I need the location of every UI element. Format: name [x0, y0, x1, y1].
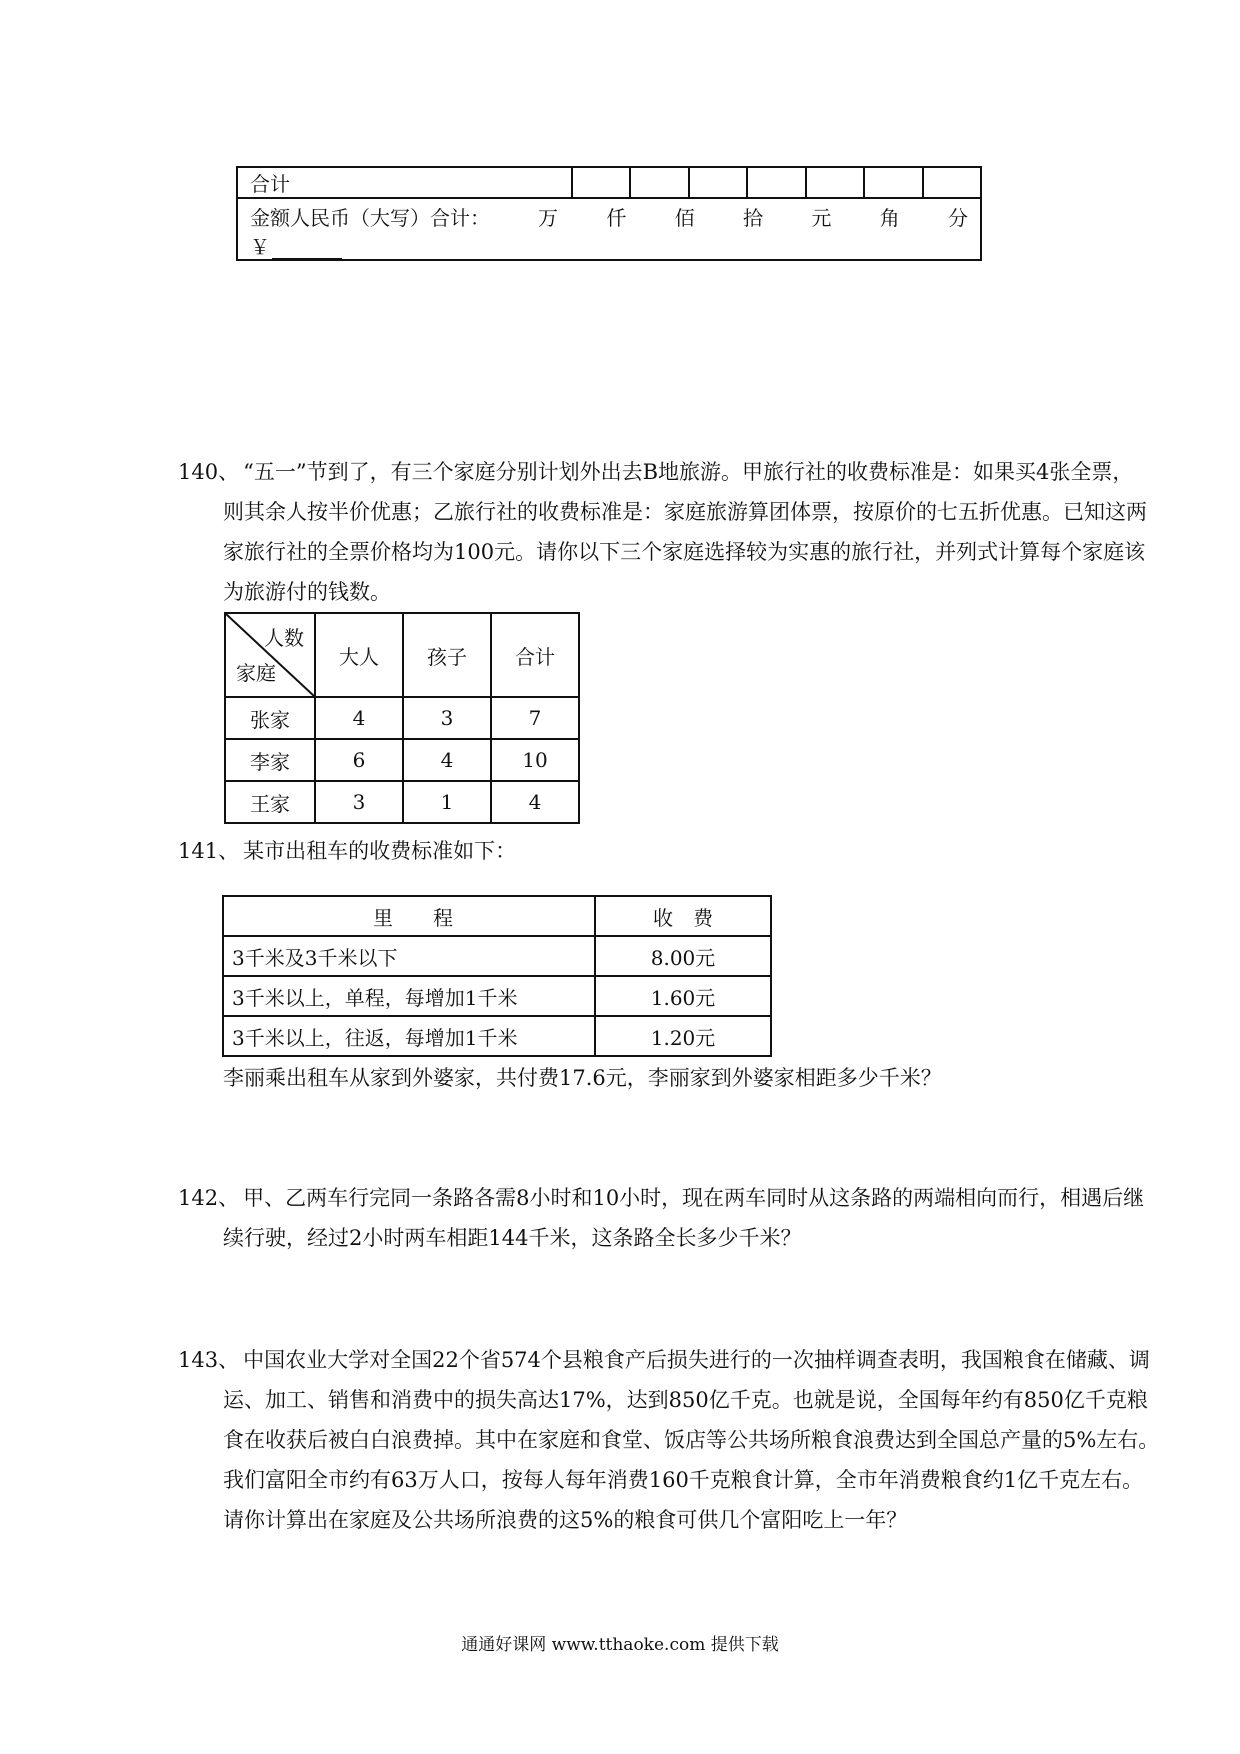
- taxi-fare-table: [222, 895, 772, 1057]
- table-row: [223, 976, 771, 1016]
- problem-line: [178, 1340, 1188, 1380]
- receipt-digit-cell: [630, 167, 688, 198]
- unit-fen: 分: [947, 205, 968, 230]
- problem-line: 则其余人按半价优惠；乙旅行社的收费标准是：家庭旅游算团体票，按原价的七五折优惠。已知这两: [223, 500, 1147, 524]
- table-cell: 10: [491, 739, 579, 781]
- table-cell: 6: [315, 739, 403, 781]
- family-table: [224, 612, 580, 824]
- problem-line: 请你计算出在家庭及公共场所浪费的这5%的粮食可供几个富阳吃上一年？: [223, 1508, 908, 1532]
- column-header: 合计: [491, 613, 579, 697]
- row-header: 王家: [225, 781, 315, 823]
- table-cell: 8.00元: [595, 936, 771, 976]
- yen-blank-line: [272, 238, 342, 260]
- receipt-digit-cell: [689, 167, 747, 198]
- receipt-table: [236, 166, 982, 261]
- column-header: 孩子: [403, 613, 491, 697]
- family-header-row: [225, 613, 579, 697]
- unit-jiao: 角: [879, 205, 900, 230]
- amount-line: [238, 199, 980, 231]
- diagonal-header-cell: [225, 613, 315, 697]
- receipt-digit-cell: [923, 167, 982, 198]
- problem-text: 甲、乙两车行完同一条路各需8小时和10小时，现在两车同时从这条路的两端相向而行，相遇后继: [243, 1186, 1145, 1210]
- row-header: 张家: [225, 697, 315, 739]
- table-cell: 1.20元: [595, 1016, 771, 1056]
- table-cell: 1.60元: [595, 976, 771, 1016]
- problem-142: [178, 1178, 1188, 1258]
- table-row: [225, 739, 579, 781]
- problem-number: 142、: [178, 1186, 240, 1210]
- yen-symbol: ￥: [250, 235, 270, 259]
- table-row: [223, 936, 771, 976]
- problem-line: 续行驶，经过2小时两车相距144千米，这条路全长多少千米？: [223, 1226, 802, 1250]
- column-header: 里 程: [223, 896, 595, 936]
- table-cell: 3千米及3千米以下: [223, 936, 595, 976]
- problem-line: [178, 452, 1188, 492]
- table-cell: 4: [403, 739, 491, 781]
- problem-line: [178, 1178, 1188, 1218]
- table-cell: 3千米以上，单程，每增加1千米: [223, 976, 595, 1016]
- table-cell: 1: [403, 781, 491, 823]
- receipt-amount-cell: [237, 198, 981, 260]
- table-row: [225, 697, 579, 739]
- unit-yuan: 元: [811, 205, 832, 230]
- problem-line: [178, 831, 1188, 871]
- problem-141: [178, 831, 1188, 871]
- yen-line: [238, 231, 980, 259]
- receipt-digit-cell: [864, 167, 922, 198]
- problem-line: 家旅行社的全票价格均为100元。请你以下三个家庭选择较为实惠的旅行社，并列式计算每个家庭该: [223, 540, 1146, 564]
- page-footer: 通通好课网 www.tthaoke.com 提供下载: [461, 1635, 779, 1655]
- problem-line: 为旅游付的钱数。: [223, 580, 391, 604]
- problem-text: 某市出租车的收费标准如下：: [243, 839, 517, 863]
- table-cell: 3: [403, 697, 491, 739]
- table-cell: 3: [315, 781, 403, 823]
- table-row: [225, 781, 579, 823]
- problem-line: 运、加工、销售和消费中的损失高达17%，达到850亿千克。也就是说，全国每年约有850亿千克粮: [223, 1388, 1148, 1412]
- amount-label: 金额人民币（大写）合计：: [250, 205, 490, 230]
- table-cell: 4: [491, 781, 579, 823]
- problem-line: 食在收获后被白白浪费掉。其中在家庭和食堂、饭店等公共场所粮食浪费达到全国总产量的5%左右。: [223, 1428, 1160, 1452]
- receipt-total-label: 合计: [237, 167, 572, 198]
- table-cell: 3千米以上，往返，每增加1千米: [223, 1016, 595, 1056]
- receipt-total-row: [237, 167, 981, 198]
- problem-line: 我们富阳全市约有63万人口，按每人每年消费160千克粮食计算，全市年消费粮食约1亿千克左右。: [223, 1468, 1144, 1492]
- problem-number: 141、: [178, 839, 240, 863]
- unit-shi: 拾: [742, 205, 763, 230]
- receipt-amount-row: [237, 198, 981, 260]
- column-header: 收 费: [595, 896, 771, 936]
- diag-top-label: 人数: [264, 626, 304, 650]
- problem-143: [178, 1340, 1188, 1540]
- table-cell: 4: [315, 697, 403, 739]
- problem-140: [178, 452, 1188, 612]
- receipt-digit-cell: [747, 167, 805, 198]
- diag-bottom-label: 家庭: [236, 661, 276, 685]
- receipt-digit-cell: [806, 167, 864, 198]
- problem-number: 143、: [178, 1348, 240, 1372]
- table-row: [223, 1016, 771, 1056]
- table-cell: 7: [491, 697, 579, 739]
- problem-text: “五一”节到了，有三个家庭分别计划外出去B地旅游。甲旅行社的收费标准是：如果买4张全票，: [243, 460, 1134, 484]
- problem-number: 140、: [178, 460, 240, 484]
- problem-141-question: 李丽乘出租车从家到外婆家，共付费17.6元，李丽家到外婆家相距多少千米？: [223, 1066, 942, 1090]
- row-header: 李家: [225, 739, 315, 781]
- unit-wan: 万: [538, 205, 558, 230]
- taxi-header-row: [223, 896, 771, 936]
- amount-units: [538, 202, 968, 231]
- column-header: 大人: [315, 613, 403, 697]
- problem-text: 中国农业大学对全国22个省574个县粮食产后损失进行的一次抽样调查表明，我国粮食在储藏、调: [243, 1348, 1150, 1372]
- unit-qian: 仟: [606, 205, 627, 230]
- unit-bai: 佰: [674, 205, 695, 230]
- receipt-digit-cell: [572, 167, 630, 198]
